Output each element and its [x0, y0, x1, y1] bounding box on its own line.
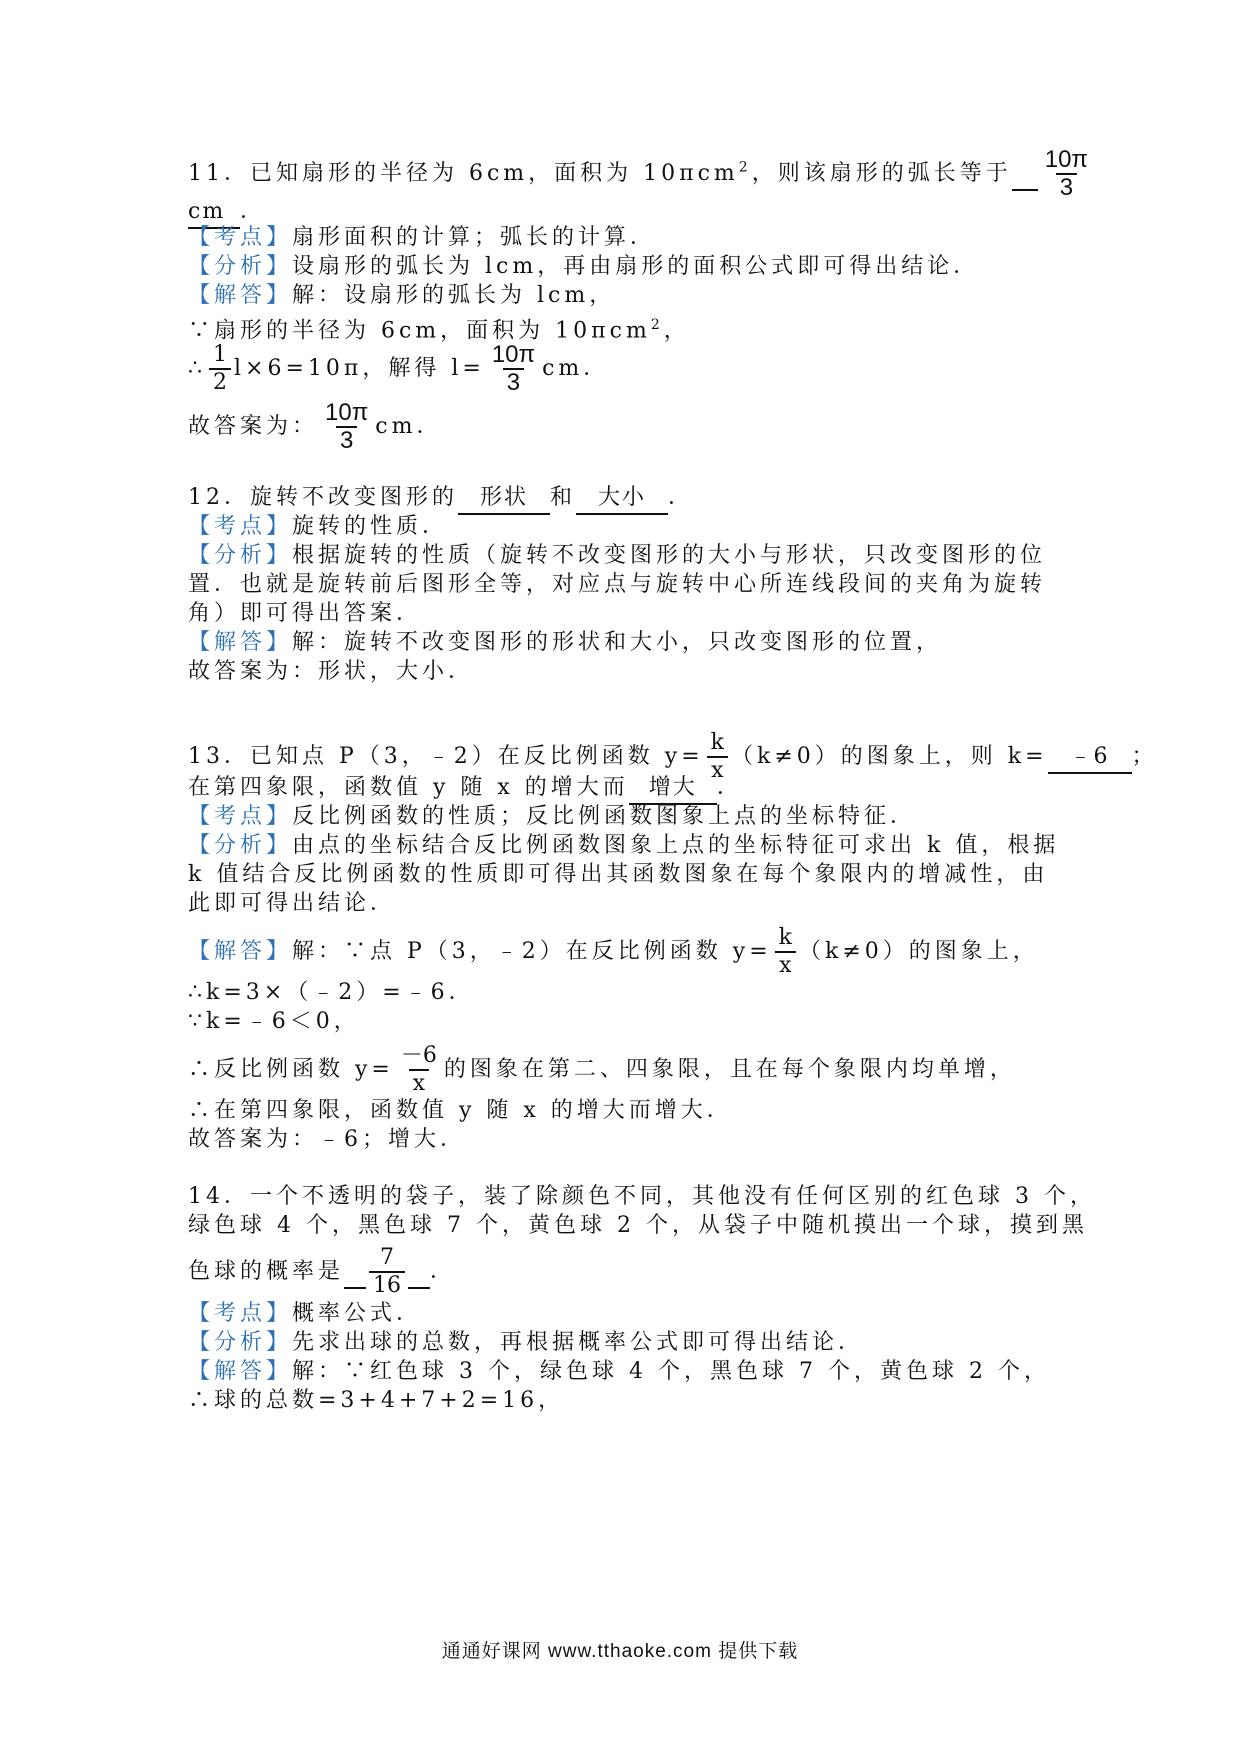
q11-answer-fraction-2: $\frac{10\pi}{3}$ [325, 399, 369, 454]
q11-kaodian: 【考点】扇形面积的计算；弧长的计算． [188, 225, 657, 250]
q12-jieda: 【解答】解：旋转不改变图形的形状和大小，只改变图形的位置， [188, 630, 943, 655]
q12-fenxi-1: 【分析】根据旋转的性质（旋转不改变图形的大小与形状，只改变图形的位 [188, 543, 1047, 568]
q13-jieda: 【解答】解：∵点 P（3，﹣2）在反比例函数 y= $\frac{k}{x}$ （k≠0）的图象上， [188, 925, 1039, 978]
q11-answer-fraction: $\frac{10\pi}{3}$ [1044, 146, 1088, 201]
q11-jieda: 【解答】解：设扇形的弧长为 lcm， [188, 283, 616, 308]
q11-fenxi: 【分析】设扇形的弧长为 lcm，再由扇形的面积公式即可得出结论． [188, 254, 980, 279]
q13-fenxi-1: 【分析】由点的坐标结合反比例函数图象上点的坐标特征可求出 k 值，根据 [188, 833, 1060, 858]
page-footer: 通通好课网 www.tthaoke.com 提供下载 [441, 1641, 799, 1662]
q13-k-over-x: $\frac{k}{x}$ [707, 730, 728, 784]
q13-line-k: ∴k=3×（﹣2）=﹣6． [188, 980, 475, 1005]
q14-kaodian: 【考点】概率公式． [188, 1301, 423, 1326]
q14-line-total: ∴球的总数=3+4+7+2=16， [188, 1388, 565, 1413]
q13-fenxi-2: k 值结合反比例函数的性质即可得出其函数图象在每个象限内的增减性，由 [188, 862, 1049, 887]
q11-line1: ∵扇形的半径为 6cm，面积为 10πcm$^2$， [188, 317, 690, 344]
q12-answer: 故答案为：形状，大小． [188, 659, 475, 684]
q12-stem: 12．旋转不改变图形的 形状 和 大小 ． [188, 483, 694, 515]
q13-answer: 故答案为：﹣6；增大． [188, 1127, 466, 1152]
q13-line2: 在第四象限，函数值 y 随 x 的增大而 增大 ． [188, 773, 743, 805]
q14-fenxi: 【分析】先求出球的总数，再根据概率公式即可得出结论． [188, 1330, 865, 1355]
q14-stem-3: 色球的概率是 $\frac{7}{16}$ ． [188, 1245, 457, 1298]
q12-fenxi-2: 置．也就是旋转前后图形全等，对应点与旋转中心所连线段间的夹角为旋转 [188, 572, 1047, 597]
q13-line-conclusion: ∴在第四象限，函数值 y 随 x 的增大而增大． [188, 1098, 733, 1123]
q14-stem-1: 14．一个不透明的袋子，装了除颜色不同，其他没有任何区别的红色球 3 个， [188, 1184, 1096, 1209]
q11-answer-blank-lead [1012, 159, 1038, 191]
q11-answer: 故答案为： $\frac{10\pi}{3}$ cm． [188, 399, 443, 454]
q13-stem: 13．已知点 P（3，﹣2）在反比例函数 y= $\frac{k}{x}$ （k≠0）的图象上，则 k= ﹣6 ； [188, 730, 1158, 783]
q13-kaodian: 【考点】反比例函数的性质；反比例函数图象上点的坐标特征． [188, 804, 917, 829]
q12-fenxi-3: 角）即可得出答案． [188, 601, 423, 626]
q14-jieda: 【解答】解：∵红色球 3 个，绿色球 4 个，黑色球 7 个，黄色球 2 个， [188, 1359, 1050, 1384]
q13-answer-blank-2: 增大 [629, 773, 717, 805]
q11-stem: 11．已知扇形的半径为 6cm，面积为 10πcm$^2$，则该扇形的弧长等于 $\frac{10\pi}{3}$ [188, 147, 1095, 201]
q13-line-k-neg: ∵k=﹣6＜0， [188, 1009, 360, 1034]
q14-stem-2: 绿色球 4 个，黑色球 7 个，黄色球 2 个，从袋子中随机摸出一个球，摸到黑 [188, 1213, 1088, 1238]
q13-line-function: ∴反比例函数 y= $\frac{-6}{x}$ 的图象在第二、四象限，且在每个象限内均单增， [188, 1043, 1016, 1096]
q11-line2: ∴ $\frac{1}{2}$ l×6=10π，解得 l= $\frac{10\pi}{3}$ cm． [188, 341, 610, 396]
q13-answer-blank-1: ﹣6 [1048, 742, 1132, 774]
q11-half-fraction: $\frac{1}{2}$ [209, 342, 231, 396]
q13-fenxi-3: 此即可得出结论． [188, 891, 397, 916]
q13-k-over-x-2: $\frac{k}{x}$ [775, 925, 796, 979]
q14-answer-fraction: $\frac{7}{16}$ [369, 1245, 405, 1299]
q11-unit-line: cm ． [188, 197, 266, 229]
q12-kaodian: 【考点】旋转的性质． [188, 514, 449, 539]
q13-neg6-over-x: $\frac{-6}{x}$ [400, 1043, 437, 1096]
q11-l-fraction: $\frac{10\pi}{3}$ [491, 341, 536, 396]
q12-answer-blank-1: 形状 [458, 483, 550, 515]
q12-answer-blank-2: 大小 [576, 483, 668, 515]
